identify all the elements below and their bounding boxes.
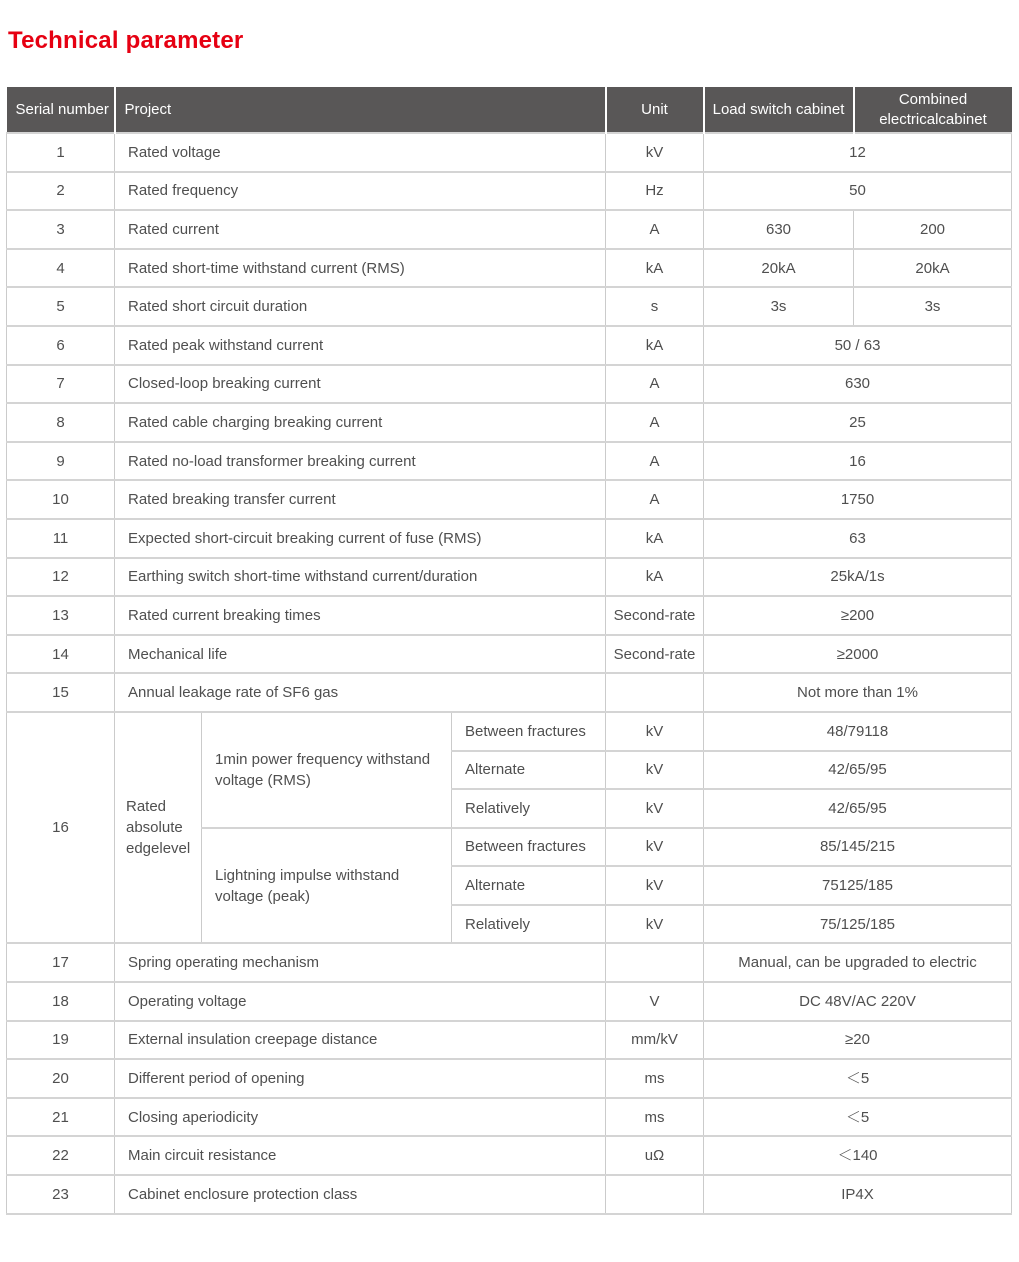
project-cell: Main circuit resistance (115, 1136, 606, 1175)
project-cell: Rated short circuit duration (115, 287, 606, 326)
unit-cell: Hz (606, 172, 704, 211)
table-row (7, 1059, 1012, 1098)
table-row (7, 519, 1012, 558)
table-row (7, 365, 1012, 404)
unit-cell: kA (606, 249, 704, 288)
subgroup-label-cell: 1min power frequency withstand voltage (RMS) (202, 712, 452, 828)
header-row (7, 87, 1012, 133)
project-cell: Different period of opening (115, 1059, 606, 1098)
unit-cell: A (606, 403, 704, 442)
table-row (7, 943, 1012, 982)
value-cell: 630 (704, 365, 1012, 404)
unit-cell (606, 943, 704, 982)
serial-cell: 6 (7, 326, 115, 365)
value-cell: ≥20 (704, 1021, 1012, 1060)
project-cell: Closing aperiodicity (115, 1098, 606, 1137)
subrow-name-cell: Relatively (452, 789, 606, 828)
table-row (7, 249, 1012, 288)
table-row (7, 287, 1012, 326)
unit-cell: kV (606, 828, 704, 867)
project-cell: Operating voltage (115, 982, 606, 1021)
serial-cell: 5 (7, 287, 115, 326)
value-cell-load-switch: 3s (704, 287, 854, 326)
project-cell: Rated peak withstand current (115, 326, 606, 365)
header-unit: Unit (606, 87, 704, 133)
value-cell-combined: 20kA (854, 249, 1012, 288)
subrow-name-cell: Relatively (452, 905, 606, 944)
value-cell: ＜5 (704, 1098, 1012, 1137)
unit-cell: A (606, 442, 704, 481)
project-cell: Earthing switch short-time withstand current/duration (115, 558, 606, 597)
project-cell: Annual leakage rate of SF6 gas (115, 673, 606, 712)
subgroup-label-cell: Lightning impulse withstand voltage (peak) (202, 828, 452, 944)
value-cell: ＜5 (704, 1059, 1012, 1098)
serial-cell: 14 (7, 635, 115, 674)
serial-cell: 17 (7, 943, 115, 982)
value-cell: 85/145/215 (704, 828, 1012, 867)
unit-cell: A (606, 365, 704, 404)
unit-cell: ms (606, 1098, 704, 1137)
project-cell: Rated voltage (115, 133, 606, 172)
serial-cell: 1 (7, 133, 115, 172)
unit-cell: V (606, 982, 704, 1021)
serial-cell: 12 (7, 558, 115, 597)
project-cell: Rated current (115, 210, 606, 249)
value-cell: 42/65/95 (704, 751, 1012, 790)
table-row (7, 210, 1012, 249)
table-header (7, 87, 1012, 133)
table-row (7, 673, 1012, 712)
value-cell: 42/65/95 (704, 789, 1012, 828)
serial-cell: 15 (7, 673, 115, 712)
value-cell: 50 / 63 (704, 326, 1012, 365)
unit-cell: kA (606, 558, 704, 597)
table-row (7, 1175, 1012, 1214)
unit-cell: s (606, 287, 704, 326)
project-cell: Rated cable charging breaking current (115, 403, 606, 442)
table-row (7, 596, 1012, 635)
project-cell: Rated current breaking times (115, 596, 606, 635)
serial-cell: 16 (7, 712, 115, 944)
header-serial-number: Serial number (7, 87, 115, 133)
project-cell: Mechanical life (115, 635, 606, 674)
unit-cell: A (606, 210, 704, 249)
unit-cell: A (606, 480, 704, 519)
value-cell: 12 (704, 133, 1012, 172)
unit-cell: Second-rate (606, 635, 704, 674)
parameters-table (6, 87, 1012, 1215)
header-project: Project (115, 87, 606, 133)
project-cell: External insulation creepage distance (115, 1021, 606, 1060)
serial-cell: 10 (7, 480, 115, 519)
subrow-name-cell: Alternate (452, 866, 606, 905)
value-cell: ＜140 (704, 1136, 1012, 1175)
value-cell-combined: 200 (854, 210, 1012, 249)
table-row (7, 1098, 1012, 1137)
value-cell: 48/79118 (704, 712, 1012, 751)
unit-cell: ms (606, 1059, 704, 1098)
unit-cell: kV (606, 133, 704, 172)
unit-cell: mm/kV (606, 1021, 704, 1060)
serial-cell: 23 (7, 1175, 115, 1214)
value-cell: Manual, can be upgraded to electric (704, 943, 1012, 982)
value-cell: 50 (704, 172, 1012, 211)
unit-cell: kA (606, 326, 704, 365)
table-row-16-sub (7, 712, 1012, 751)
serial-cell: 13 (7, 596, 115, 635)
value-cell: 1750 (704, 480, 1012, 519)
serial-cell: 21 (7, 1098, 115, 1137)
value-cell: ≥2000 (704, 635, 1012, 674)
unit-cell (606, 1175, 704, 1214)
value-cell: 25 (704, 403, 1012, 442)
project-cell: Rated frequency (115, 172, 606, 211)
header-load-switch-cabinet: Load switch cabinet (704, 87, 854, 133)
table-row (7, 172, 1012, 211)
value-cell: 63 (704, 519, 1012, 558)
unit-cell: uΩ (606, 1136, 704, 1175)
serial-cell: 19 (7, 1021, 115, 1060)
table-row (7, 558, 1012, 597)
subrow-name-cell: Alternate (452, 751, 606, 790)
table-row (7, 1136, 1012, 1175)
table-row (7, 442, 1012, 481)
table-row (7, 982, 1012, 1021)
subrow-name-cell: Between fractures (452, 712, 606, 751)
value-cell: 75/125/185 (704, 905, 1012, 944)
value-cell: 25kA/1s (704, 558, 1012, 597)
table-row (7, 403, 1012, 442)
unit-cell: kA (606, 519, 704, 558)
unit-cell (606, 673, 704, 712)
table-row (7, 133, 1012, 172)
project-cell: Rated breaking transfer current (115, 480, 606, 519)
serial-cell: 22 (7, 1136, 115, 1175)
serial-cell: 8 (7, 403, 115, 442)
table-row (7, 635, 1012, 674)
value-cell: 75125/185 (704, 866, 1012, 905)
unit-cell: kV (606, 866, 704, 905)
value-cell: ≥200 (704, 596, 1012, 635)
serial-cell: 4 (7, 249, 115, 288)
value-cell-combined: 3s (854, 287, 1012, 326)
project-cell: Rated no-load transformer breaking current (115, 442, 606, 481)
table-row (7, 1021, 1012, 1060)
project-cell: Expected short-circuit breaking current of fuse (RMS) (115, 519, 606, 558)
unit-cell: kV (606, 751, 704, 790)
serial-cell: 3 (7, 210, 115, 249)
project-cell: Spring operating mechanism (115, 943, 606, 982)
subrow-name-cell: Between fractures (452, 828, 606, 867)
table-row (7, 480, 1012, 519)
project-cell: Rated short-time withstand current (RMS) (115, 249, 606, 288)
value-cell: DC 48V/AC 220V (704, 982, 1012, 1021)
value-cell-load-switch: 630 (704, 210, 854, 249)
value-cell: 16 (704, 442, 1012, 481)
table-row (7, 326, 1012, 365)
unit-cell: Second-rate (606, 596, 704, 635)
value-cell-load-switch: 20kA (704, 249, 854, 288)
unit-cell: kV (606, 905, 704, 944)
serial-cell: 18 (7, 982, 115, 1021)
header-combined-cabinet: Combined electricalcabinet (854, 87, 1012, 133)
project-cell: Cabinet enclosure protection class (115, 1175, 606, 1214)
project-cell: Closed-loop breaking current (115, 365, 606, 404)
page-title: Technical parameter (8, 27, 244, 54)
unit-cell: kV (606, 789, 704, 828)
serial-cell: 20 (7, 1059, 115, 1098)
serial-cell: 11 (7, 519, 115, 558)
value-cell: IP4X (704, 1175, 1012, 1214)
serial-cell: 9 (7, 442, 115, 481)
group-label-cell: Rated absolute edgelevel (115, 712, 202, 944)
serial-cell: 7 (7, 365, 115, 404)
value-cell: Not more than 1% (704, 673, 1012, 712)
unit-cell: kV (606, 712, 704, 751)
serial-cell: 2 (7, 172, 115, 211)
